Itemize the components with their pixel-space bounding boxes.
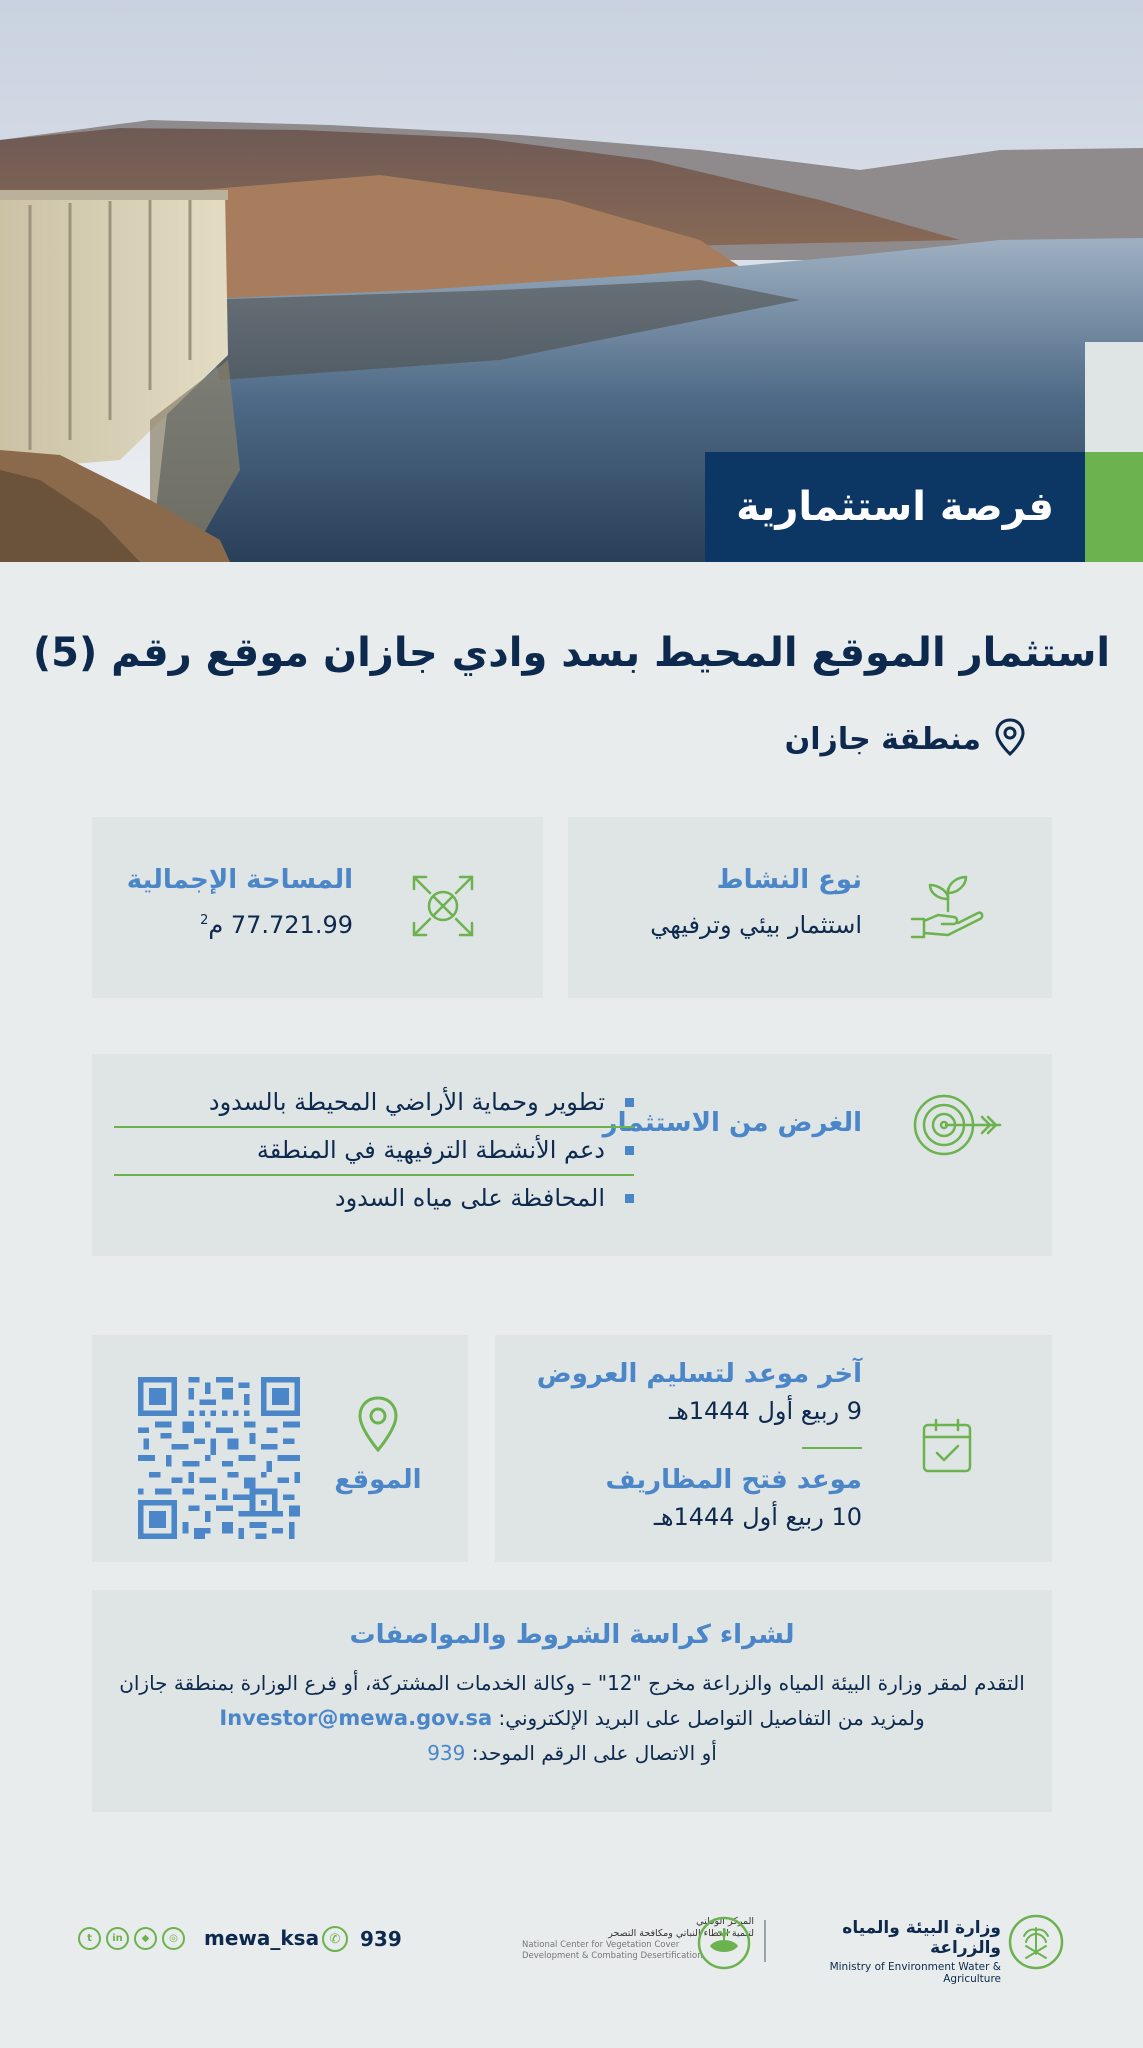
activity-card — [568, 817, 1052, 998]
dates-card — [495, 1335, 1052, 1562]
ncv-en-line-2: Development & Combating Desertification — [522, 1951, 703, 1961]
ministry-name-en: Ministry of Environment Water & Agriculture — [829, 1961, 1001, 1985]
social-handle: mewa_ksa — [204, 1926, 320, 1950]
area-unit: م — [208, 911, 224, 939]
bullet-icon — [625, 1146, 634, 1155]
ncv-en-line-1: National Center for Vegetation Cover — [522, 1940, 680, 1950]
envelope-opening-label: موعد فتح المظاريف — [605, 1465, 862, 1495]
bullet-icon — [625, 1098, 634, 1107]
divider — [802, 1447, 862, 1449]
submit-deadline-value: 9 ربيع أول 1444هـ — [669, 1397, 862, 1425]
region — [785, 718, 1025, 760]
location-label: الموقع — [334, 1465, 422, 1495]
expand-area-icon — [410, 873, 476, 943]
submit-deadline-label: آخر موعد لتسليم العروض — [536, 1359, 862, 1389]
snapchat-icon[interactable]: ◆ — [134, 1927, 157, 1950]
hero-badge-text: فرصة استثمارية — [736, 484, 1054, 530]
hero-badge — [705, 452, 1085, 562]
purchase-info-body — [92, 1620, 1052, 1771]
purpose-item-text: دعم الأنشطة الترفيهية في المنطقة — [256, 1136, 605, 1164]
purpose-item — [114, 1080, 634, 1126]
target-icon — [912, 1092, 1004, 1162]
area-value: 77.721.99 — [230, 911, 353, 939]
email-link[interactable]: Investor@mewa.gov.sa — [219, 1706, 493, 1730]
ncv-logo-icon — [697, 1916, 751, 1974]
purchase-line-2 — [92, 1701, 1052, 1736]
purpose-card — [92, 1054, 1052, 1256]
footer-phone-number[interactable]: 939 — [360, 1927, 402, 1951]
plant-hand-icon — [908, 871, 988, 945]
envelope-opening-value: 10 ربيع أول 1444هـ — [653, 1503, 862, 1531]
area-label: المساحة الإجمالية — [126, 865, 353, 895]
ministry-name-ar: وزارة البيئة والمياه والزراعة — [842, 1918, 1001, 1958]
accent-block-green — [1085, 452, 1143, 562]
area-card — [92, 817, 543, 998]
purpose-item — [114, 1126, 634, 1174]
qr-code[interactable] — [138, 1377, 300, 1543]
bullet-icon — [625, 1194, 634, 1203]
footer — [0, 1910, 1143, 1985]
ncv-ar-line-1: المركز الوطني — [696, 1916, 754, 1927]
social-links — [78, 1926, 319, 1950]
phone-link[interactable]: 939 — [427, 1741, 466, 1765]
accent-block-grey — [1085, 342, 1143, 452]
map-pin-icon — [995, 718, 1025, 760]
phone-prefix: أو الاتصال على الرقم الموحد: — [471, 1741, 717, 1765]
ncv-ar-line-2: لتنمية الغطاء النباتي ومكافحة التصحر — [608, 1928, 754, 1939]
footer-divider — [764, 1920, 766, 1962]
purchase-info-card — [92, 1590, 1052, 1812]
location-card — [92, 1335, 468, 1562]
purpose-label: الغرض من الاستثمار — [602, 1108, 862, 1138]
instagram-icon[interactable]: ◎ — [162, 1927, 185, 1950]
region-name: منطقة جازان — [784, 721, 981, 757]
twitter-icon[interactable]: t — [78, 1927, 101, 1950]
area-unit-sup: 2 — [200, 913, 209, 928]
area-value-row — [113, 911, 353, 939]
purpose-list — [114, 1080, 634, 1222]
purchase-line-3 — [92, 1736, 1052, 1771]
ministry-logo-icon — [1008, 1914, 1064, 1974]
purpose-item-text: المحافظة على مياه السدود — [334, 1184, 605, 1212]
purpose-item-text: تطوير وحماية الأراضي المحيطة بالسدود — [208, 1088, 605, 1116]
footer-phone — [322, 1926, 402, 1952]
purchase-title: لشراء كراسة الشروط والمواصفات — [349, 1620, 795, 1650]
purchase-line-1: التقدم لمقر وزارة البيئة المياه والزراعة مخرج "12" – وكالة الخدمات المشتركة، أو فرع الوزارة بمنطقة جازان — [119, 1671, 1025, 1695]
email-prefix: ولمزيد من التفاصيل التواصل على البريد الإلكتروني: — [498, 1706, 925, 1730]
ministry-name — [786, 1918, 1001, 1985]
calendar-check-icon — [921, 1417, 973, 1479]
activity-label: نوع النشاط — [716, 865, 862, 895]
phone-icon: ✆ — [322, 1926, 348, 1952]
page-title: استثمار الموقع المحيط بسد وادي جازان موقع رقم (5) — [32, 630, 1111, 676]
linkedin-icon[interactable]: in — [106, 1927, 129, 1950]
map-pin-icon — [356, 1395, 400, 1457]
purpose-item — [114, 1174, 634, 1222]
activity-value: استثمار بيئي وترفيهي — [650, 911, 862, 939]
